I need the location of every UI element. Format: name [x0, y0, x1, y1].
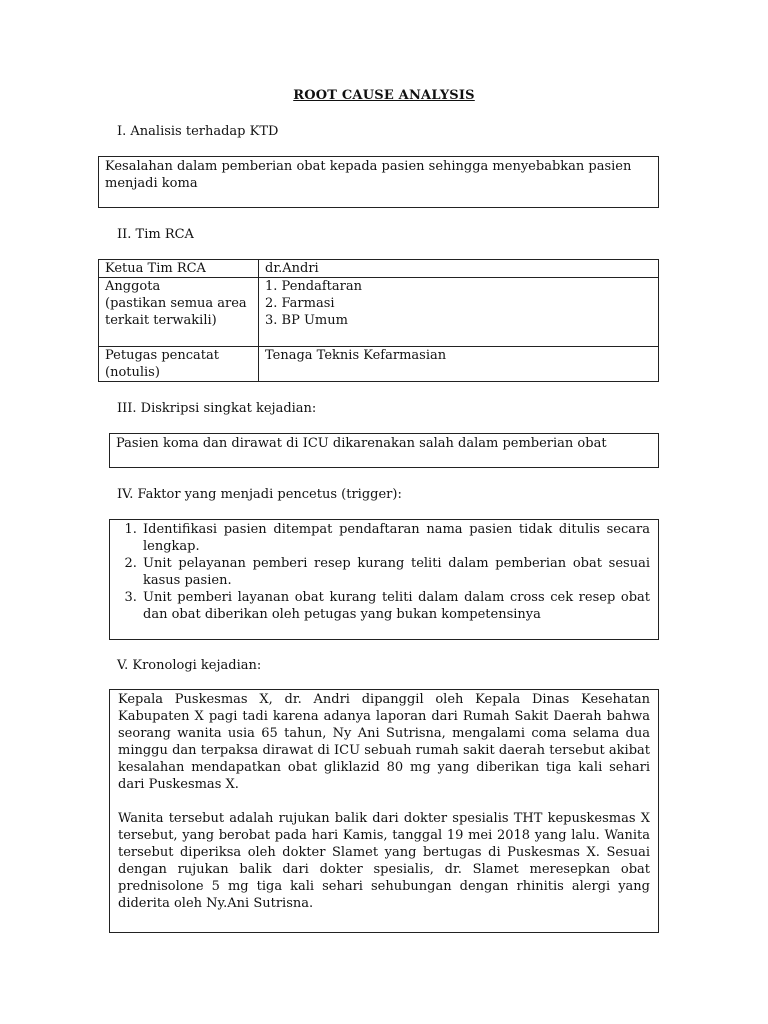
- notulis-value: Tenaga Teknis Kefarmasian: [265, 348, 447, 363]
- trigger-list: [114, 521, 650, 623]
- anggota-label-note-2: terkait terwakili): [105, 313, 217, 328]
- table-cell-value: [259, 260, 659, 278]
- table-row: [99, 347, 659, 382]
- list-item: 1. Identifikasi pasien ditempat pendaftaran nama pasien tidak ditulis secara lengkap.: [141, 521, 650, 555]
- kronologi-paragraph-1: Kepala Puskesmas X, dr. Andri dipanggil oleh Kepala Dinas Kesehatan Kabupaten X pagi tadi karena adanya laporan dari Rumah Sakit Daerah bahwa seorang wanita usia 65 tahun, Ny Ani Sutrisna, mengalami coma selama dua minggu dan terpaksa dirawat di ICU sebuah rumah sakit daerah tersebut akibat kesalahan mendapatkan obat gliklazid 80 mg yang diberikan tiga kali sehari dari Puskesmas X.: [118, 692, 650, 792]
- ketua-label: Ketua Tim RCA: [105, 261, 206, 276]
- table-cell-value: [259, 347, 659, 382]
- ketua-value: dr.Andri: [265, 261, 319, 276]
- anggota-label-note-1: (pastikan semua area: [105, 296, 247, 311]
- table-cell-label: [99, 278, 259, 347]
- section-3-box: [109, 433, 659, 468]
- section-1-heading: I. Analisis terhadap KTD: [117, 124, 279, 139]
- anggota-item-1: 1. Pendaftaran: [265, 279, 362, 294]
- section-1-text: Kesalahan dalam pemberian obat kepada pasien sehingga menyebabkan pasien menjadi koma: [105, 159, 632, 191]
- anggota-item-3: 3. BP Umum: [265, 313, 348, 328]
- section-2-heading: II. Tim RCA: [117, 227, 194, 242]
- anggota-item-2: 2. Farmasi: [265, 296, 335, 311]
- section-5-box: [109, 689, 659, 933]
- document-title: ROOT CAUSE ANALYSIS: [293, 88, 475, 103]
- section-1-box: [98, 156, 659, 208]
- list-item: 2. Unit pelayanan pemberi resep kurang teliti dalam pemberian obat sesuai kasus pasien.: [141, 555, 650, 589]
- table-row: [99, 278, 659, 347]
- table-cell-label: [99, 260, 259, 278]
- section-3-heading: III. Diskripsi singkat kejadian:: [117, 401, 317, 416]
- section-3-text: Pasien koma dan dirawat di ICU dikarenakan salah dalam pemberian obat: [116, 436, 607, 451]
- section-4-heading: IV. Faktor yang menjadi pencetus (trigger):: [117, 487, 402, 502]
- notulis-label-note: (notulis): [105, 365, 160, 380]
- section-4-box: [109, 519, 659, 640]
- notulis-label: Petugas pencatat: [105, 348, 219, 363]
- tim-rca-table: [98, 259, 659, 382]
- table-row: [99, 260, 659, 278]
- table-cell-value: [259, 278, 659, 347]
- anggota-label: Anggota: [105, 279, 161, 294]
- table-cell-label: [99, 347, 259, 382]
- kronologi-paragraph-2: Wanita tersebut adalah rujukan balik dari dokter spesialis THT kepuskesmas X tersebut, yang berobat pada hari Kamis, tanggal 19 mei 2018 yang lalu. Wanita tersebut diperiksa oleh dokter Slamet yang bertugas di Puskesmas X. Sesuai dengan rujukan balik dari dokter spesialis, dr. Slamet meresepkan obat prednisolone 5 mg tiga kali sehari sehubungan dengan rhinitis alergi yang diderita oleh Ny.Ani Sutrisna.: [118, 811, 650, 911]
- list-item: 3. Unit pemberi layanan obat kurang teliti dalam dalam cross cek resep obat dan obat diberikan oleh petugas yang bukan kompetensinya: [141, 589, 650, 623]
- section-5-heading: V. Kronologi kejadian:: [117, 658, 262, 673]
